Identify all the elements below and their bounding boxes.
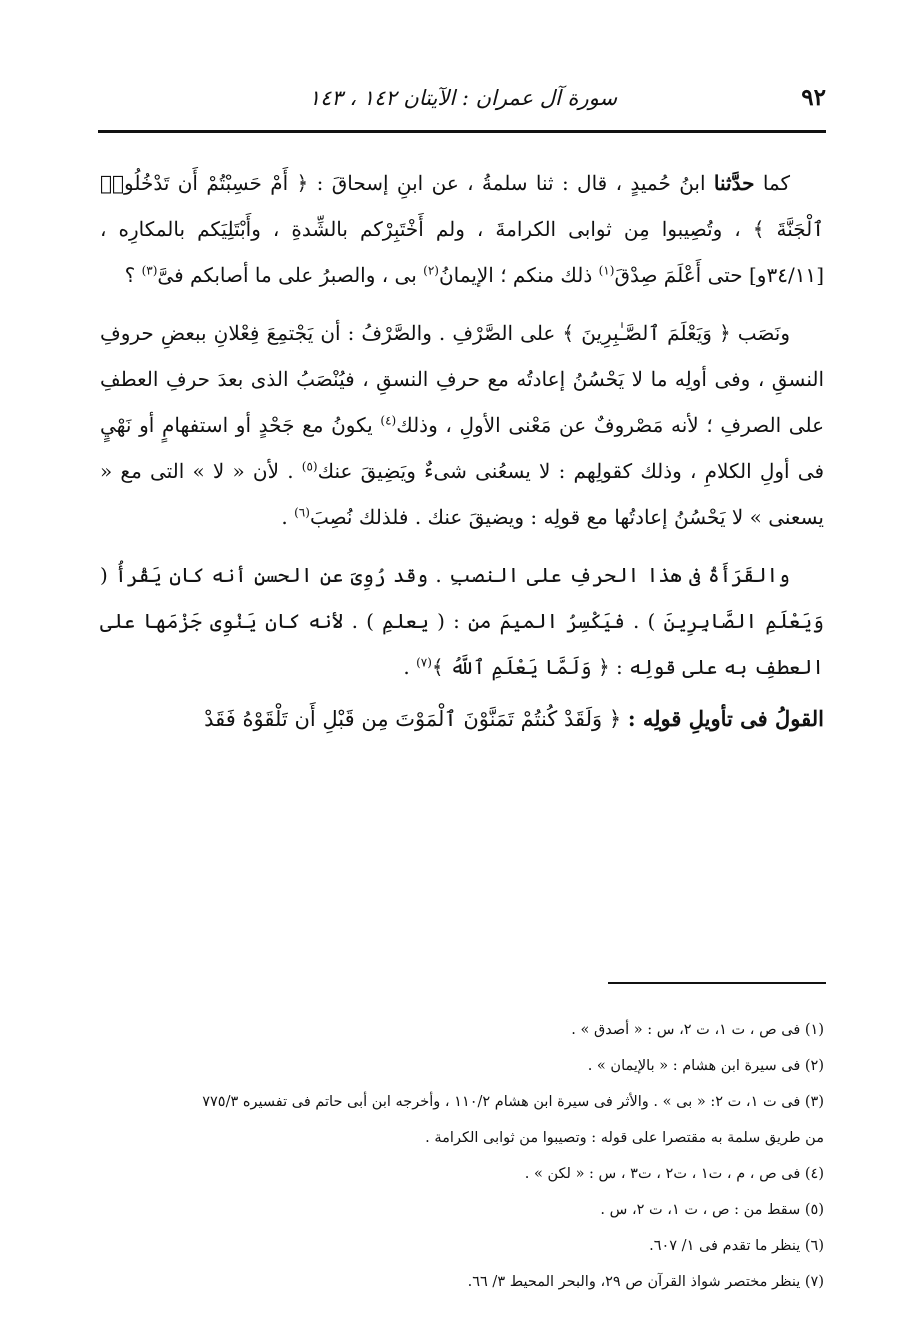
footnote-6: (٦) ينظر ما تقدم فى ١/ ٦٠٧.	[649, 1238, 824, 1254]
text-span: .	[403, 655, 417, 679]
text-span: يكونُ مع جَحْدٍ أو استفهامٍ أو نَهْيٍ فى أولِ الكلامِ ، وذلك كقولِهم : لا يسعُنى شىءٌ ويَضِيقَ عنك	[100, 413, 825, 483]
footnote-ref-3[interactable]: (٣)	[141, 263, 158, 278]
footnote-3: (٣) فى ت ١، ت ٢: « بى » . والأثر فى سيرة ابن هشام ١١٠/٢ ، وأخرجه ابن أبى حاتم فى تفسيره ٧٧٥/٣	[202, 1094, 824, 1110]
footnotes	[100, 1012, 824, 1300]
running-title: سورة آل عمران : الآيتان ١٤٢ ، ١٤٣	[308, 86, 618, 110]
footnote-4: (٤) فى ص ، م ، ت١ ، ت٢ ، ت٣ ، س : « لكن » .	[524, 1166, 824, 1182]
footnote-ref-7[interactable]: (٧)	[416, 655, 432, 670]
text-span: ﴿ وَلَقَدْ كُنتُمْ تَمَنَّوْنَ ٱلْمَوْتَ مِن قَبْلِ أَن تَلْقَوْهُ فَقَدْ	[204, 707, 628, 731]
paragraph-4-tafsir-heading	[100, 696, 824, 742]
footnote-5: (٥) سقط من : ص ، ت ١، ت ٢، س .	[600, 1202, 824, 1218]
header-rule	[98, 130, 826, 133]
footnote-3-continued: من طريق سلمة به مقتصرا على قوله : وتصيبوا من ثوابى الكرامة .	[425, 1130, 824, 1146]
footnote-ref-6[interactable]: (٦)	[294, 505, 310, 520]
text-span: والقَرَأَةُ فى هذا الحرفِ على النصبِ . وقد رُوِىَ عن الحسنِ أنه كان يَقْرأُ ( وَيَعْلَمِ الصَّابِرِينَ ) . فيَكْسِرُ الميمَ من : ( يعلمِ ) . لأنه كان يَنْوِى جَزْمَها على العطفِ به على قولِه : ﴿ وَلَمَّا يَعْلَمِ ٱللَّهُ ﴾	[100, 563, 824, 679]
paragraph-3	[100, 552, 824, 690]
footnote-7: (٧) ينظر مختصر شواذ القرآن ص ٢٩، والبحر المحيط ٣/ ٦٦.	[467, 1274, 824, 1290]
section-lead: القولُ فى تأويلِ قولِه :	[627, 706, 824, 731]
text-span: ذلك منكم ؛ الإيمانُ	[438, 263, 599, 287]
paragraph-1	[100, 160, 824, 298]
text-span: ونَصَب ﴿ وَيَعْلَمَ ٱلصَّـٰبِرِينَ ﴾ على الصَّرْفِ . والصَّرْفُ : أن يَجْتمِعَ فِعْلانِ ببعضِ حروفِ النسقِ ، وفى أولِه ما لا يَحْسُنُ إعادتُه مع حرفِ النسقِ ، فيُنْصَبُ الذى بعدَ حرفِ العطفِ على الصرفِ ؛ لأنه مَصْروفٌ عن مَعْنى الأولِ ، وذلك	[100, 321, 824, 437]
footnote-ref-1[interactable]: (١)	[598, 263, 615, 278]
main-text	[100, 160, 824, 742]
text-span: ابنُ حُميدٍ ، قال : ثنا سلمةُ ، عن ابنِ إسحاقَ : ﴿ أَمْ حَسِبْتُمْ أَن تَدْخُلُوا۟ ٱلْجَنَّةَ ﴾ ، وتُصِيبوا مِن ثوابى الكرامةَ ، ولم أَخْتَبِرْكم بالشِّدةِ ، وأَبْتَلِيَكم بالمكارِه ، [٣٤/١١و] حتى أَعْلَمَ صِدْقَ	[100, 171, 824, 287]
footnote-ref-2[interactable]: (٢)	[423, 263, 439, 278]
text-span: ؟	[124, 263, 142, 287]
page-number: ٩٢	[801, 84, 826, 111]
page-header	[100, 84, 826, 124]
footnote-separator	[608, 982, 826, 984]
text-span: كما	[754, 171, 790, 195]
text-span: . لأن « لا » التى مع « يسعنى » لا يَحْسُنُ إعادتُها مع قولِه : ويضيقَ عنك . فلذلك نُصِبَ	[100, 459, 824, 529]
footnote-ref-5[interactable]: (٥)	[301, 459, 318, 474]
text-span: بى ، والصبرُ على ما أصابكم فىَّ	[157, 263, 424, 287]
footnote-ref-4[interactable]: (٤)	[380, 413, 397, 428]
footnote-2: (٢) فى سيرة ابن هشام : « بالإيمان » .	[587, 1058, 824, 1074]
paragraph-2	[100, 310, 824, 540]
bold-word-haddathana: حدَّثنا	[713, 171, 755, 195]
text-span: .	[281, 505, 295, 529]
footnote-1: (١) فى ص ، ت ١، ت ٢، س : « أصدق » .	[571, 1022, 824, 1038]
